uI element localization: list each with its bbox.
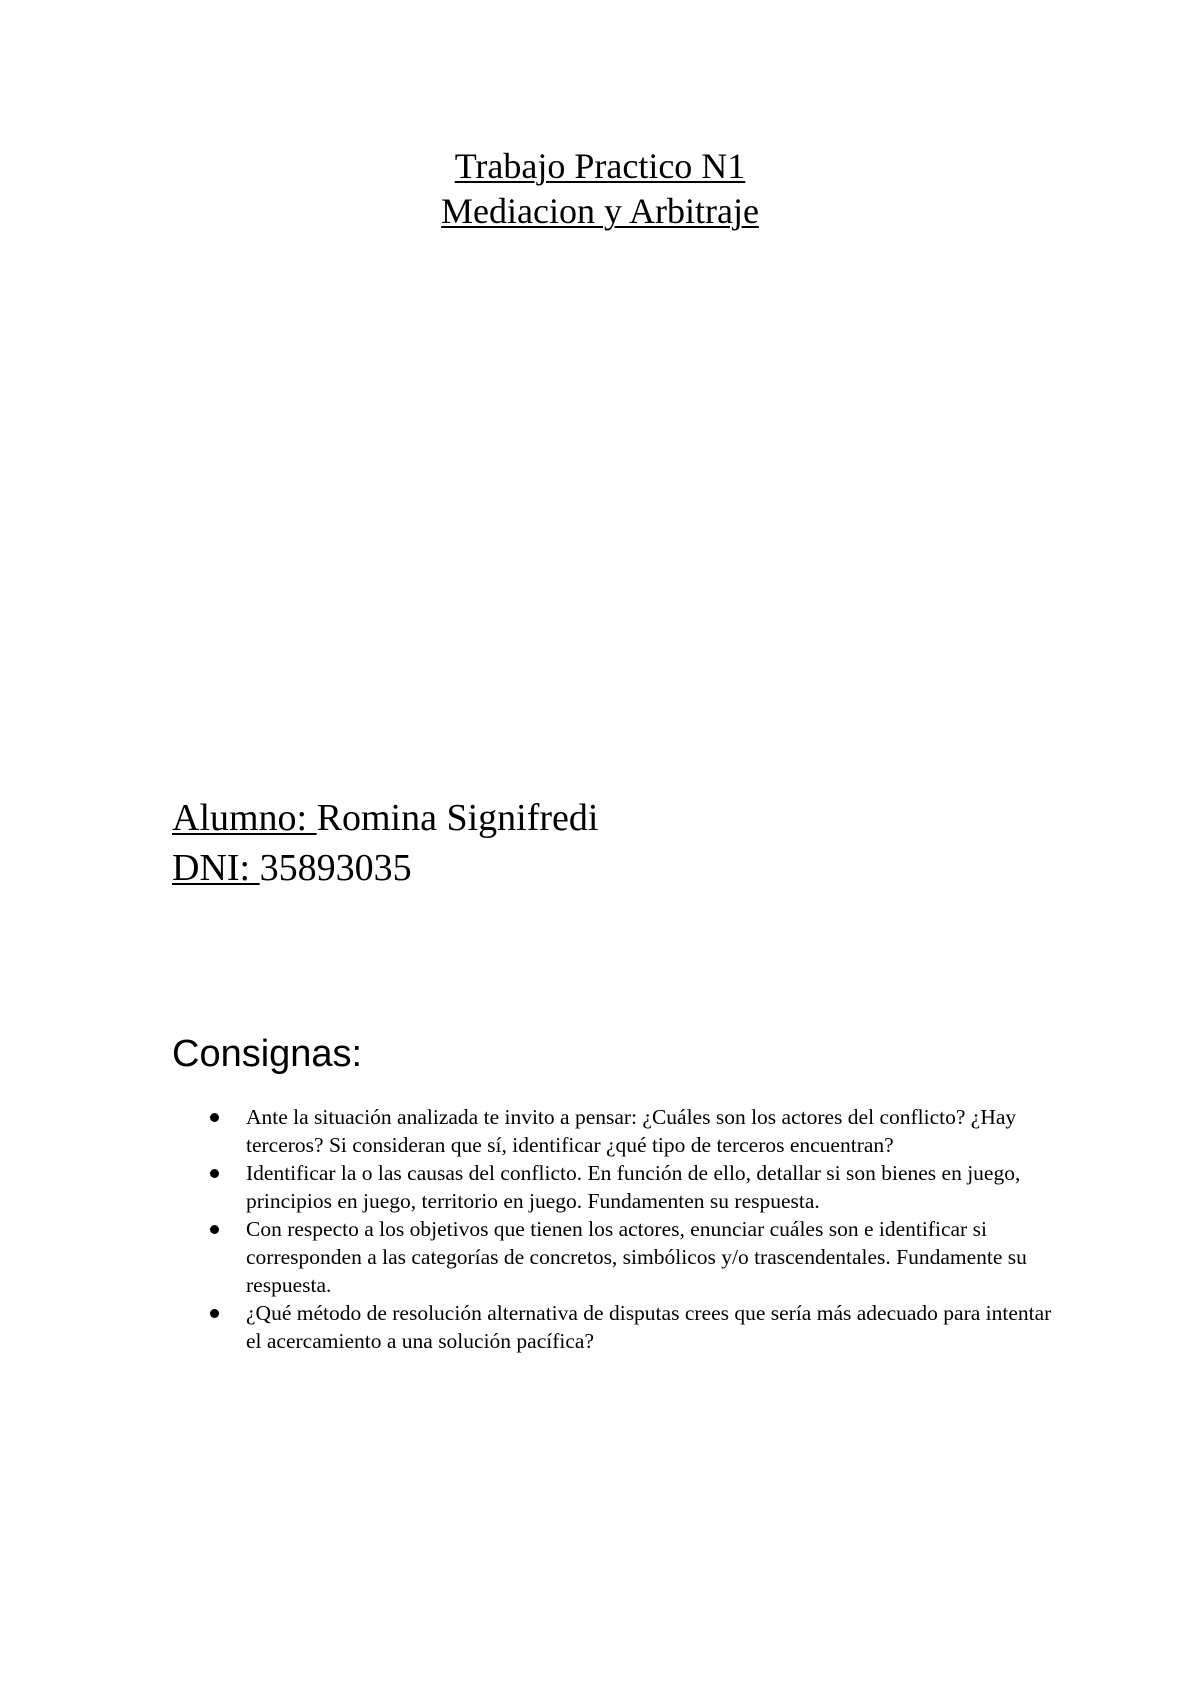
student-name-row	[172, 793, 598, 843]
document-title: Trabajo Practico N1	[454, 146, 746, 186]
instruction-text: Con respecto a los objetivos que tienen los actores, enunciar cuáles son e identificar si corresponden a las categorías de concretos, simbólicos y/o trascendentales. Fundamente su respuesta.	[246, 1217, 1027, 1297]
student-dni-value: 35893035	[259, 847, 412, 889]
bullet-icon	[210, 1225, 219, 1234]
bullet-icon	[210, 1113, 219, 1122]
bullet-icon	[210, 1309, 219, 1318]
instruction-text: Identificar la o las causas del conflicto. En función de ello, detallar si son bienes en juego, principios en juego, territorio en juego. Fundamenten su respuesta.	[246, 1161, 1021, 1213]
instruction-item	[205, 1103, 1065, 1159]
title-line-2	[0, 189, 1200, 234]
title-block	[0, 144, 1200, 234]
instruction-item	[205, 1299, 1065, 1355]
instruction-item	[205, 1215, 1065, 1299]
student-info	[172, 793, 598, 893]
title-line-1	[0, 144, 1200, 189]
student-name-label: Alumno:	[172, 797, 317, 839]
bullet-icon	[210, 1169, 219, 1178]
instruction-text: Ante la situación analizada te invito a pensar: ¿Cuáles son los actores del conflicto? ¿Hay terceros? Si consideran que sí, identificar ¿qué tipo de terceros encuentran?	[246, 1105, 1017, 1157]
instructions-list	[205, 1103, 1065, 1355]
student-dni-label: DNI:	[172, 847, 260, 889]
instruction-text: ¿Qué método de resolución alternativa de disputas crees que sería más adecuado para intentar el acercamiento a una solución pacífica?	[246, 1301, 1052, 1353]
student-dni-row	[172, 843, 598, 893]
section-heading: Consignas:	[172, 1033, 363, 1075]
student-name-value: Romina Signifredi	[316, 797, 599, 839]
instruction-item	[205, 1159, 1065, 1215]
document-subtitle: Mediacion y Arbitraje	[441, 191, 759, 231]
